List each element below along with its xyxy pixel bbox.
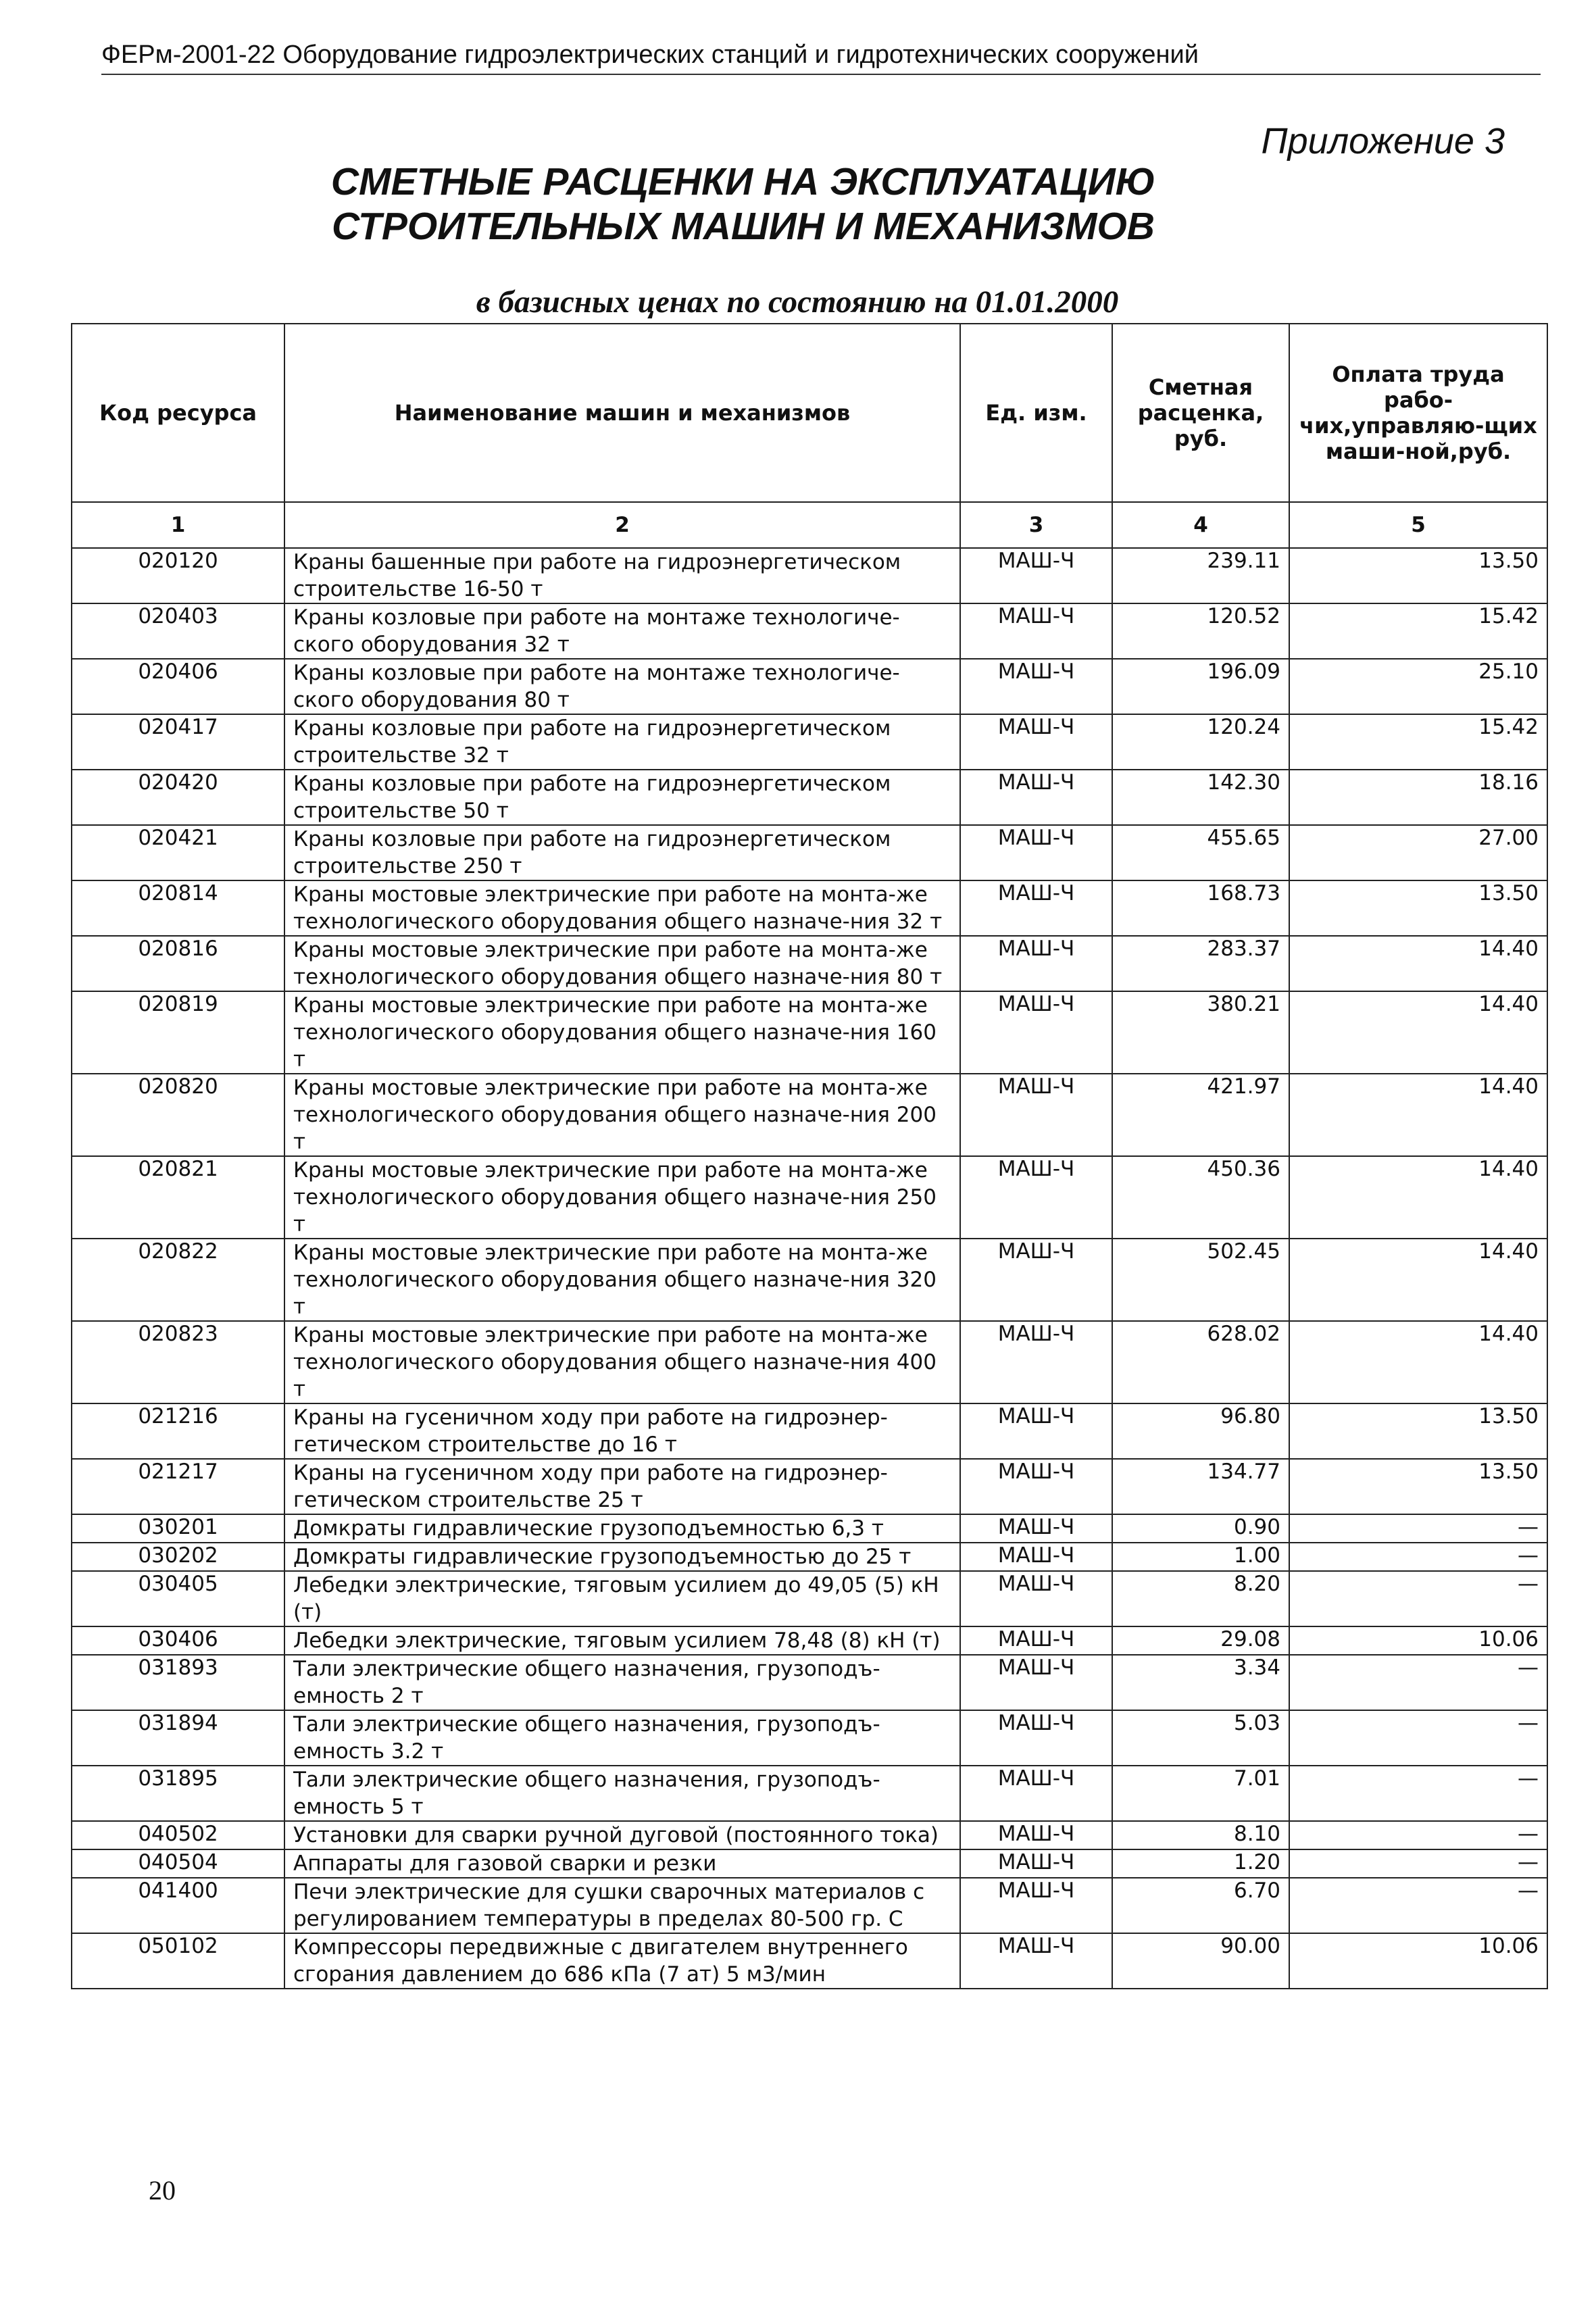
unit-cell: МАШ-Ч	[960, 936, 1112, 991]
machine-name-cell: Краны мостовые электрические при работе на монта-же технологического оборудования общего назначе-ния 320 т	[284, 1239, 960, 1321]
operator-wage-cell: —	[1289, 1849, 1547, 1878]
table-row	[72, 1766, 1547, 1821]
estimated-rate-cell: 455.65	[1112, 825, 1289, 880]
running-header: ФЕРм-2001-22 Оборудование гидроэлектрических станций и гидротехнических сооружений	[101, 41, 1541, 75]
table-row	[72, 1403, 1547, 1459]
resource-code-cell: 040504	[72, 1849, 284, 1878]
operator-wage-cell: —	[1289, 1514, 1547, 1543]
estimated-rate-cell: 142.30	[1112, 770, 1289, 825]
table-row	[72, 1710, 1547, 1766]
operator-wage-cell: 18.16	[1289, 770, 1547, 825]
operator-wage-cell: —	[1289, 1766, 1547, 1821]
resource-code-cell: 020823	[72, 1321, 284, 1403]
unit-cell: МАШ-Ч	[960, 770, 1112, 825]
machine-name-cell: Краны козловые при работе на монтаже технологиче-ского оборудования 80 т	[284, 659, 960, 714]
estimated-rate-cell: 5.03	[1112, 1710, 1289, 1766]
resource-code-cell: 020406	[72, 659, 284, 714]
column-number: 3	[960, 502, 1112, 548]
operator-wage-cell: 10.06	[1289, 1626, 1547, 1655]
operator-wage-cell: —	[1289, 1655, 1547, 1710]
table-row	[72, 880, 1547, 936]
unit-cell: МАШ-Ч	[960, 1878, 1112, 1933]
machine-name-cell: Домкраты гидравлические грузоподъемностью до 25 т	[284, 1543, 960, 1571]
operator-wage-cell: 13.50	[1289, 548, 1547, 603]
column-number: 1	[72, 502, 284, 548]
operator-wage-cell: 14.40	[1289, 936, 1547, 991]
column-header-wage: Оплата труда рабо-чих,управляю-щих маши-ной,руб.	[1289, 324, 1547, 502]
unit-cell: МАШ-Ч	[960, 1821, 1112, 1849]
operator-wage-cell: 15.42	[1289, 714, 1547, 770]
machine-name-cell: Краны мостовые электрические при работе на монта-же технологического оборудования общего назначе-ния 400 т	[284, 1321, 960, 1403]
estimated-rate-cell: 8.10	[1112, 1821, 1289, 1849]
estimated-rate-cell: 283.37	[1112, 936, 1289, 991]
unit-cell: МАШ-Ч	[960, 1766, 1112, 1821]
table-row	[72, 714, 1547, 770]
resource-code-cell: 020421	[72, 825, 284, 880]
estimated-rate-cell: 380.21	[1112, 991, 1289, 1074]
unit-cell: МАШ-Ч	[960, 1710, 1112, 1766]
table-row	[72, 659, 1547, 714]
operator-wage-cell: —	[1289, 1710, 1547, 1766]
machine-name-cell: Краны мостовые электрические при работе на монта-же технологического оборудования общего назначе-ния 160 т	[284, 991, 960, 1074]
table-row	[72, 825, 1547, 880]
table-row	[72, 1543, 1547, 1571]
resource-code-cell: 020120	[72, 548, 284, 603]
unit-cell: МАШ-Ч	[960, 603, 1112, 659]
resource-code-cell: 041400	[72, 1878, 284, 1933]
title-line-1: СМЕТНЫЕ РАСЦЕНКИ НА ЭКСПЛУАТАЦИЮ	[330, 160, 1156, 203]
resource-code-cell: 031895	[72, 1766, 284, 1821]
estimated-rate-cell: 421.97	[1112, 1074, 1289, 1156]
table-row	[72, 1655, 1547, 1710]
estimated-rate-cell: 7.01	[1112, 1766, 1289, 1821]
resource-code-cell: 030405	[72, 1571, 284, 1626]
table-row	[72, 1514, 1547, 1543]
estimated-rate-cell: 0.90	[1112, 1514, 1289, 1543]
unit-cell: МАШ-Ч	[960, 1933, 1112, 1989]
operator-wage-cell: 13.50	[1289, 880, 1547, 936]
table-row	[72, 1821, 1547, 1849]
resource-code-cell: 020814	[72, 880, 284, 936]
column-number: 5	[1289, 502, 1547, 548]
unit-cell: МАШ-Ч	[960, 1543, 1112, 1571]
column-header-price: Сметная расценка, руб.	[1112, 324, 1289, 502]
estimated-rate-cell: 29.08	[1112, 1626, 1289, 1655]
operator-wage-cell: 25.10	[1289, 659, 1547, 714]
machine-name-cell: Домкраты гидравлические грузоподъемностью 6,3 т	[284, 1514, 960, 1543]
resource-code-cell: 050102	[72, 1933, 284, 1989]
document-subtitle: в базисных ценах по состоянию на 01.01.2000	[476, 284, 1119, 320]
table-body	[72, 548, 1547, 1989]
operator-wage-cell: 27.00	[1289, 825, 1547, 880]
operator-wage-cell: —	[1289, 1878, 1547, 1933]
estimated-rate-cell: 134.77	[1112, 1459, 1289, 1514]
machine-name-cell: Лебедки электрические, тяговым усилием 78,48 (8) кН (т)	[284, 1626, 960, 1655]
unit-cell: МАШ-Ч	[960, 1403, 1112, 1459]
operator-wage-cell: 15.42	[1289, 603, 1547, 659]
machine-name-cell: Краны на гусеничном ходу при работе на гидроэнер-гетическом строительстве до 16 т	[284, 1403, 960, 1459]
resource-code-cell: 021217	[72, 1459, 284, 1514]
table-row	[72, 1933, 1547, 1989]
machine-name-cell: Тали электрические общего назначения, грузоподъ-емность 3.2 т	[284, 1710, 960, 1766]
column-header-code: Код ресурса	[72, 324, 284, 502]
resource-code-cell: 021216	[72, 1403, 284, 1459]
machine-name-cell: Краны козловые при работе на гидроэнергетическом строительстве 50 т	[284, 770, 960, 825]
column-number: 2	[284, 502, 960, 548]
machine-name-cell: Краны козловые при работе на гидроэнергетическом строительстве 250 т	[284, 825, 960, 880]
unit-cell: МАШ-Ч	[960, 1571, 1112, 1626]
estimated-rate-cell: 196.09	[1112, 659, 1289, 714]
unit-cell: МАШ-Ч	[960, 1514, 1112, 1543]
machine-name-cell: Печи электрические для сушки сварочных материалов с регулированием температуры в пределах 80-500 гр. С	[284, 1878, 960, 1933]
table-row	[72, 770, 1547, 825]
machine-name-cell: Тали электрические общего назначения, грузоподъ-емность 2 т	[284, 1655, 960, 1710]
estimated-rate-cell: 96.80	[1112, 1403, 1289, 1459]
page-number: 20	[149, 2175, 176, 2206]
table-row	[72, 1321, 1547, 1403]
machine-name-cell: Краны козловые при работе на монтаже технологиче-ского оборудования 32 т	[284, 603, 960, 659]
operator-wage-cell: 13.50	[1289, 1403, 1547, 1459]
table-row	[72, 1156, 1547, 1239]
machine-name-cell: Краны мостовые электрические при работе на монта-же технологического оборудования общего назначе-ния 200 т	[284, 1074, 960, 1156]
unit-cell: МАШ-Ч	[960, 1626, 1112, 1655]
operator-wage-cell: 13.50	[1289, 1459, 1547, 1514]
document-title	[304, 159, 1182, 249]
estimated-rate-cell: 1.20	[1112, 1849, 1289, 1878]
column-header-name: Наименование машин и механизмов	[284, 324, 960, 502]
machine-name-cell: Лебедки электрические, тяговым усилием до 49,05 (5) кН (т)	[284, 1571, 960, 1626]
title-line-2: СТРОИТЕЛЬНЫХ МАШИН И МЕХАНИЗМОВ	[332, 205, 1155, 248]
table-row	[72, 991, 1547, 1074]
unit-cell: МАШ-Ч	[960, 1074, 1112, 1156]
operator-wage-cell: 14.40	[1289, 1156, 1547, 1239]
estimated-rate-cell: 239.11	[1112, 548, 1289, 603]
unit-cell: МАШ-Ч	[960, 880, 1112, 936]
column-header-unit: Ед. изм.	[960, 324, 1112, 502]
estimated-rate-cell: 120.24	[1112, 714, 1289, 770]
resource-code-cell: 020420	[72, 770, 284, 825]
unit-cell: МАШ-Ч	[960, 1239, 1112, 1321]
machine-name-cell: Краны на гусеничном ходу при работе на гидроэнер-гетическом строительстве 25 т	[284, 1459, 960, 1514]
resource-code-cell: 031894	[72, 1710, 284, 1766]
operator-wage-cell: —	[1289, 1571, 1547, 1626]
unit-cell: МАШ-Ч	[960, 991, 1112, 1074]
unit-cell: МАШ-Ч	[960, 1321, 1112, 1403]
table-row	[72, 1571, 1547, 1626]
estimated-rate-cell: 90.00	[1112, 1933, 1289, 1989]
table-row	[72, 1878, 1547, 1933]
table-row	[72, 1239, 1547, 1321]
table-row	[72, 936, 1547, 991]
column-number: 4	[1112, 502, 1289, 548]
table-row	[72, 1074, 1547, 1156]
resource-code-cell: 030202	[72, 1543, 284, 1571]
table-header-row	[72, 324, 1547, 502]
machine-name-cell: Аппараты для газовой сварки и резки	[284, 1849, 960, 1878]
estimated-rate-cell: 628.02	[1112, 1321, 1289, 1403]
resource-code-cell: 020822	[72, 1239, 284, 1321]
unit-cell: МАШ-Ч	[960, 1849, 1112, 1878]
machine-name-cell: Краны мостовые электрические при работе на монта-же технологического оборудования общего назначе-ния 80 т	[284, 936, 960, 991]
resource-code-cell: 030201	[72, 1514, 284, 1543]
resource-code-cell: 020417	[72, 714, 284, 770]
operator-wage-cell: 14.40	[1289, 1239, 1547, 1321]
resource-code-cell: 020820	[72, 1074, 284, 1156]
estimated-rate-cell: 3.34	[1112, 1655, 1289, 1710]
unit-cell: МАШ-Ч	[960, 1459, 1112, 1514]
operator-wage-cell: —	[1289, 1821, 1547, 1849]
resource-code-cell: 020821	[72, 1156, 284, 1239]
table-row	[72, 1849, 1547, 1878]
resource-code-cell: 030406	[72, 1626, 284, 1655]
estimated-rate-cell: 1.00	[1112, 1543, 1289, 1571]
estimated-rate-cell: 168.73	[1112, 880, 1289, 936]
estimated-rate-cell: 8.20	[1112, 1571, 1289, 1626]
operator-wage-cell: 14.40	[1289, 1321, 1547, 1403]
resource-code-cell: 031893	[72, 1655, 284, 1710]
machine-name-cell: Установки для сварки ручной дуговой (постоянного тока)	[284, 1821, 960, 1849]
estimated-rate-cell: 6.70	[1112, 1878, 1289, 1933]
operator-wage-cell: 14.40	[1289, 1074, 1547, 1156]
resource-code-cell: 020403	[72, 603, 284, 659]
table-row	[72, 1459, 1547, 1514]
machine-name-cell: Краны башенные при работе на гидроэнергетическом строительстве 16-50 т	[284, 548, 960, 603]
resource-code-cell: 040502	[72, 1821, 284, 1849]
estimated-rate-cell: 120.52	[1112, 603, 1289, 659]
unit-cell: МАШ-Ч	[960, 825, 1112, 880]
operator-wage-cell: 10.06	[1289, 1933, 1547, 1989]
column-number-row	[72, 502, 1547, 548]
table-row	[72, 1626, 1547, 1655]
appendix-label: Приложение 3	[1261, 121, 1505, 161]
resource-code-cell: 020819	[72, 991, 284, 1074]
unit-cell: МАШ-Ч	[960, 1655, 1112, 1710]
table-row	[72, 548, 1547, 603]
machine-name-cell: Краны мостовые электрические при работе на монта-же технологического оборудования общего назначе-ния 32 т	[284, 880, 960, 936]
resource-code-cell: 020816	[72, 936, 284, 991]
table-row	[72, 603, 1547, 659]
estimated-rate-cell: 502.45	[1112, 1239, 1289, 1321]
unit-cell: МАШ-Ч	[960, 714, 1112, 770]
machine-name-cell: Тали электрические общего назначения, грузоподъ-емность 5 т	[284, 1766, 960, 1821]
machine-name-cell: Краны козловые при работе на гидроэнергетическом строительстве 32 т	[284, 714, 960, 770]
unit-cell: МАШ-Ч	[960, 659, 1112, 714]
unit-cell: МАШ-Ч	[960, 548, 1112, 603]
machine-name-cell: Компрессоры передвижные с двигателем внутреннего сгорания давлением до 686 кПа (7 ат) 5 м3/мин	[284, 1933, 960, 1989]
rates-table	[71, 323, 1548, 1989]
operator-wage-cell: 14.40	[1289, 991, 1547, 1074]
operator-wage-cell: —	[1289, 1543, 1547, 1571]
unit-cell: МАШ-Ч	[960, 1156, 1112, 1239]
estimated-rate-cell: 450.36	[1112, 1156, 1289, 1239]
machine-name-cell: Краны мостовые электрические при работе на монта-же технологического оборудования общего назначе-ния 250 т	[284, 1156, 960, 1239]
